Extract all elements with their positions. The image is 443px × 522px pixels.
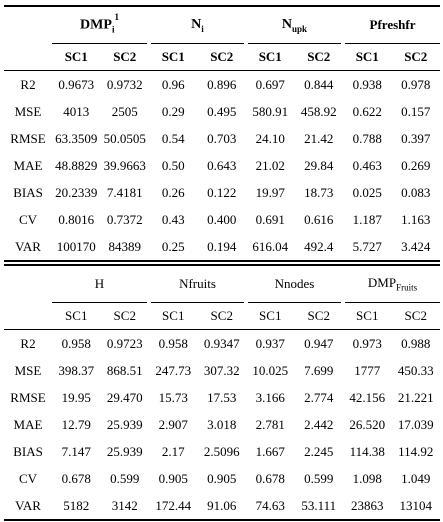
table-cell: 0.938: [352, 76, 382, 92]
table-cell: 42.156: [349, 389, 386, 405]
subheader-cell: SC1: [65, 308, 88, 323]
table-cell: 2.442: [304, 416, 334, 432]
table-cell: 0.9723: [106, 335, 143, 351]
table-cell: 0.9347: [203, 335, 240, 351]
subheader-cell: SC2: [307, 308, 330, 323]
table-cell: 0.43: [161, 211, 185, 227]
table-row: [4, 152, 440, 179]
table-cell: 0.083: [401, 184, 431, 200]
table-cell: 1.098: [352, 470, 382, 486]
table-cell: 114.92: [398, 443, 434, 459]
table-cell: 0.29: [161, 103, 185, 119]
header-nfruits: Nfruits: [149, 266, 246, 303]
table-body: [4, 71, 440, 261]
table-cell: 2.17: [161, 443, 185, 459]
table-cell: 0.905: [207, 470, 237, 486]
subheader-cell: SC2: [210, 308, 233, 323]
subheader-cell: SC1: [259, 308, 282, 323]
table-cell: 25.939: [106, 443, 143, 459]
table-cell: 0.896: [207, 76, 237, 92]
table-cell: 0.157: [401, 103, 431, 119]
header-dmp-fruits: $DMP_{Fruits}$: [343, 266, 440, 303]
table-cell: 3.166: [255, 389, 285, 405]
table-cell: 10.025: [252, 362, 289, 378]
table-cell: 114.38: [349, 443, 385, 459]
table-cell: 0.697: [255, 76, 285, 92]
table-cell: 0.8016: [58, 211, 95, 227]
table-row: [4, 330, 440, 357]
table-cell: 26.520: [349, 416, 386, 432]
metrics-table-top: [4, 5, 440, 262]
table-cell: 3.018: [207, 416, 237, 432]
table-cell: 1.667: [255, 443, 285, 459]
table-cell: 0.643: [207, 157, 237, 173]
subheader-cell: SC1: [161, 49, 185, 64]
table-row: [4, 384, 440, 411]
table-cell: 0.26: [161, 184, 185, 200]
table-cell: 3.424: [401, 238, 431, 254]
table-cell: 23863: [351, 497, 384, 513]
subheader-cell: SC1: [64, 49, 88, 64]
table-cell: 2.245: [304, 443, 334, 459]
table-cell: 91.06: [207, 497, 237, 513]
table-cell: 17.53: [207, 389, 237, 405]
table-subheader-row: [4, 303, 440, 330]
table-row: [4, 233, 440, 261]
table-cell: 0.269: [401, 157, 431, 173]
subheader-cell: SC2: [113, 49, 137, 64]
table-cell: 17.039: [397, 416, 434, 432]
subheader-cell: SC2: [404, 49, 428, 64]
table-cell: 7.147: [61, 443, 91, 459]
table-cell: 7.699: [304, 362, 334, 378]
row-label: MAE: [13, 157, 43, 173]
table-cell: 53.111: [301, 497, 337, 513]
table-cell: 3142: [111, 497, 138, 513]
table-row: [4, 465, 440, 492]
table-cell: 0.978: [401, 76, 431, 92]
table-row: [4, 179, 440, 206]
table-cell: 2.5096: [203, 443, 240, 459]
table-row: [4, 438, 440, 465]
table-cell: 2.774: [304, 389, 334, 405]
subheader-cell: SC1: [356, 308, 379, 323]
row-label: VAR: [15, 238, 41, 254]
table-cell: 5.727: [352, 238, 382, 254]
table-cell: 0.958: [61, 335, 91, 351]
table-cell: 0.937: [255, 335, 285, 351]
table-cell: 2505: [111, 103, 138, 119]
table-cell: 398.37: [58, 362, 95, 378]
table-cell: 21.42: [304, 130, 334, 146]
table-cell: 2.781: [255, 416, 285, 432]
table-cell: 2.907: [158, 416, 188, 432]
table-row: [4, 206, 440, 233]
subheader-cell: SC1: [355, 49, 379, 64]
header-dmp-i: $DMP_i^1$: [52, 7, 149, 44]
table-cell: 39.9663: [103, 157, 146, 173]
table-cell: 0.194: [207, 238, 237, 254]
table-cell: 0.397: [401, 130, 431, 146]
table-row: [4, 411, 440, 438]
table-subheader-row: [4, 44, 440, 71]
table-row: [4, 492, 440, 520]
header-n-upk: $N_{upk}$: [246, 7, 343, 44]
row-label: VAR: [15, 497, 41, 513]
table-cell: 0.599: [110, 470, 140, 486]
table-cell: 0.988: [401, 335, 431, 351]
table-cell: 24.10: [255, 130, 285, 146]
table-cell: 0.599: [304, 470, 334, 486]
row-label: MSE: [14, 362, 42, 378]
table-cell: 0.905: [158, 470, 188, 486]
table-cell: 307.32: [203, 362, 240, 378]
table-cell: 0.947: [304, 335, 334, 351]
row-label: MAE: [13, 416, 43, 432]
row-label: RMSE: [10, 389, 46, 405]
table-cell: 868.51: [106, 362, 143, 378]
table-cell: 0.844: [304, 76, 334, 92]
subheader-cell: SC2: [210, 49, 234, 64]
table-header-row: [4, 266, 440, 303]
table-cell: 1.163: [401, 211, 431, 227]
subheader-cell: SC1: [258, 49, 282, 64]
header-nnodes: Nnodes: [246, 266, 343, 303]
table-cell: 172.44: [155, 497, 192, 513]
table-cell: 0.9673: [58, 76, 95, 92]
table-cell: 20.2339: [55, 184, 98, 200]
table-cell: 1.049: [401, 470, 431, 486]
table-row: [4, 98, 440, 125]
row-label: BIAS: [13, 443, 43, 459]
table-cell: 0.973: [352, 335, 382, 351]
table-cell: 0.616: [304, 211, 334, 227]
table-row: [4, 125, 440, 152]
table-cell: 0.495: [207, 103, 237, 119]
table-cell: 0.25: [161, 238, 185, 254]
table-cell: 0.958: [158, 335, 188, 351]
table-cell: 580.91: [252, 103, 289, 119]
row-label: CV: [18, 470, 38, 486]
table-cell: 0.463: [352, 157, 382, 173]
table-cell: 19.97: [255, 184, 285, 200]
table-cell: 0.622: [352, 103, 382, 119]
table-cell: 0.7372: [106, 211, 143, 227]
row-label: RMSE: [10, 130, 46, 146]
table-row: [4, 71, 440, 98]
subheader-cell: SC2: [113, 308, 136, 323]
table-cell: 18.73: [304, 184, 334, 200]
row-label: R2: [20, 335, 36, 351]
header-pfreshfr: Pfreshfr: [343, 7, 440, 44]
table-cell: 21.221: [397, 389, 434, 405]
row-label: R2: [20, 76, 36, 92]
table-cell: 7.4181: [106, 184, 143, 200]
table-cell: 616.04: [252, 238, 289, 254]
table-cell: 0.678: [255, 470, 285, 486]
table-cell: 12.79: [61, 416, 91, 432]
table-cell: 15.73: [158, 389, 188, 405]
table-header-row: [4, 7, 440, 44]
table-cell: 0.025: [352, 184, 382, 200]
row-label: CV: [18, 211, 38, 227]
table-cell: 84389: [108, 238, 141, 254]
table-cell: 63.3509: [55, 130, 98, 146]
table-cell: 0.788: [352, 130, 382, 146]
table-cell: 0.122: [207, 184, 237, 200]
table-cell: 0.678: [61, 470, 91, 486]
table-cell: 247.73: [155, 362, 192, 378]
table-cell: 25.939: [106, 416, 143, 432]
table-cell: 0.50: [161, 157, 185, 173]
metrics-table-bottom: [4, 264, 440, 521]
table-cell: 50.0505: [103, 130, 146, 146]
table-cell: 29.84: [304, 157, 334, 173]
table-cell: 4013: [63, 103, 90, 119]
table-cell: 0.54: [161, 130, 185, 146]
table-cell: 13104: [399, 497, 432, 513]
table-cell: 458.92: [300, 103, 337, 119]
table-cell: 0.703: [207, 130, 237, 146]
subheader-cell: SC2: [404, 308, 427, 323]
table-body: [4, 330, 440, 520]
table-cell: 450.33: [397, 362, 434, 378]
header-n-i: $N_i$: [149, 7, 246, 44]
table-cell: 100170: [56, 238, 96, 254]
subheader-cell: SC1: [162, 308, 185, 323]
table-cell: 492.4: [304, 238, 334, 254]
table-cell: 21.02: [255, 157, 285, 173]
subheader-cell: SC2: [307, 49, 331, 64]
table-cell: 74.63: [255, 497, 285, 513]
row-label: MSE: [14, 103, 42, 119]
table-cell: 1777: [354, 362, 381, 378]
row-label: BIAS: [13, 184, 43, 200]
table-cell: 0.691: [255, 211, 285, 227]
table-cell: 0.400: [207, 211, 237, 227]
table-cell: 0.9732: [106, 76, 143, 92]
table-cell: 48.8829: [55, 157, 98, 173]
table-cell: 0.96: [161, 76, 185, 92]
table-cell: 5182: [63, 497, 90, 513]
table-cell: 29.470: [106, 389, 143, 405]
table-cell: 1.187: [352, 211, 382, 227]
table-row: [4, 357, 440, 384]
table-cell: 19.95: [61, 389, 91, 405]
header-h: H: [52, 266, 149, 303]
